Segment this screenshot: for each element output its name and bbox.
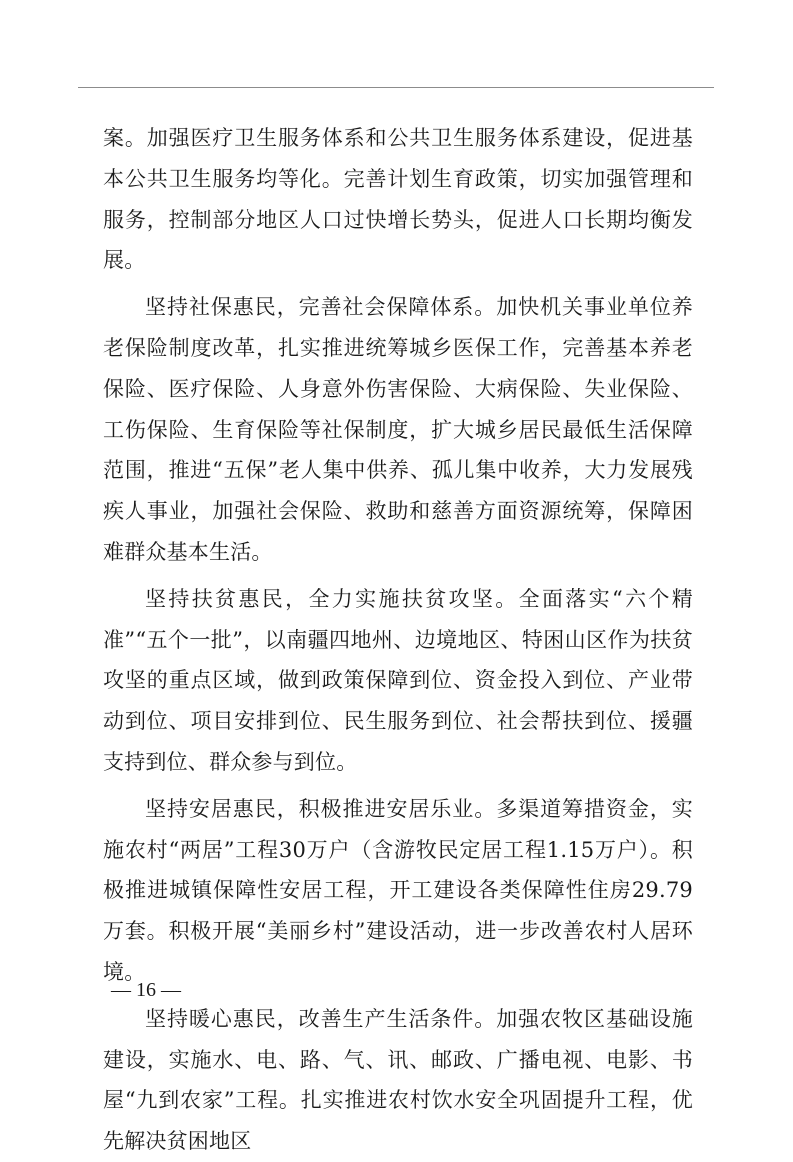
paragraph-living-conditions: 坚持暖心惠民，改善生产生活条件。加强农牧区基础设施建设，实施水、电、路、气、讯、邮政、广播电视、电影、书屋“九到农家”工程。扎实推进农村饮水安全巩固提升工程，优先解决贫困地区 (103, 1006, 693, 1154)
body-text (103, 118, 693, 1162)
paragraph-poverty-alleviation: 坚持扶贫惠民，全力实施扶贫攻坚。全面落实“六个精准”“五个一批”，以南疆四地州、边境地区、特困山区作为扶贫攻坚的重点区域，做到政策保障到位、资金投入到位、产业带动到位、项目安排到位、民生服务到位、社会帮扶到位、援疆支持到位、群众参与到位。 (103, 586, 693, 774)
paragraph-continuation: 案。加强医疗卫生服务体系和公共卫生服务体系建设，促进基本公共卫生服务均等化。完善计划生育政策，切实加强管理和服务，控制部分地区人口过快增长势头，促进人口长期均衡发展。 (103, 126, 693, 273)
paragraph-social-security: 坚持社保惠民，完善社会保障体系。加快机关事业单位养老保险制度改革，扎实推进统筹城乡医保工作，完善基本养老保险、医疗保险、人身意外伤害保险、大病保险、失业保险、工伤保险、生育保险等社保制度，扩大城乡居民最低生活保障范围，推进“五保”老人集中供养、孤儿集中收养，大力发展残疾人事业，加强社会保险、救助和慈善方面资源统筹，保障困难群众基本生活。 (103, 295, 693, 564)
paragraph-housing: 坚持安居惠民，积极推进安居乐业。多渠道筹措资金，实施农村“两居”工程30万户（含游牧民定居工程1.15万户）。积极推进城镇保障性安居工程，开工建设各类保障性住房29.79万套。积极开展“美丽乡村”建设活动，进一步改善农村人居环境。 (103, 796, 693, 984)
header-rule (78, 87, 714, 88)
page-number: — 16 — (111, 979, 181, 1001)
